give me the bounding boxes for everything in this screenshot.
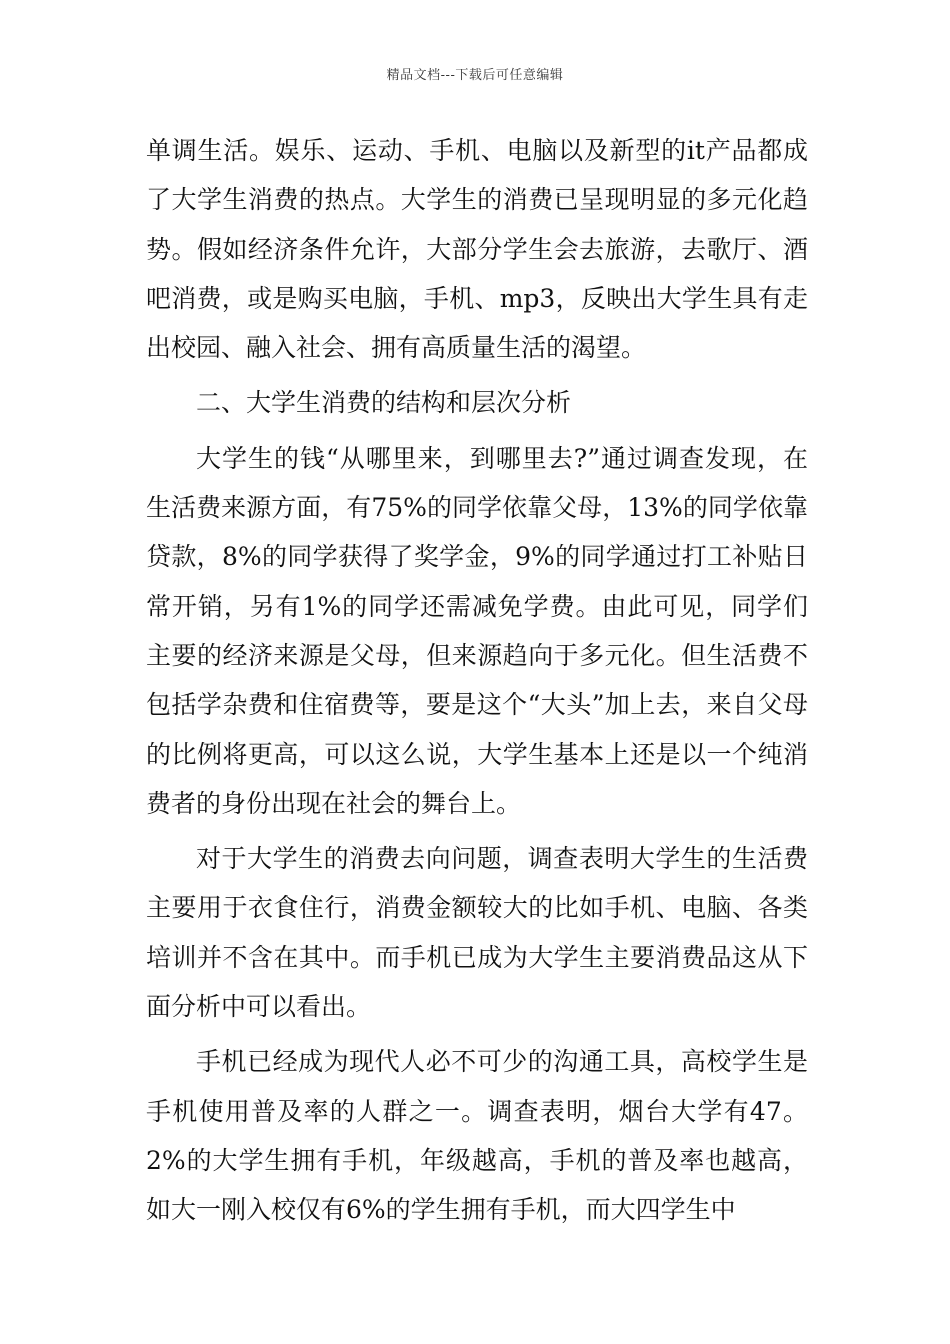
paragraph-2: 大学生的钱“从哪里来，到哪里去?”通过调查发现，在生活费来源方面，有75%的同学依靠父母，13%的同学依靠贷款，8%的同学获得了奖学金，9%的同学通过打工补贴日常开销，另有1%的同学还需减免学费。由此可见，同学们主要的经济来源是父母，但来源趋向于多元化。但生活费不包括学杂费和住宿费等，要是这个“大头”加上去，来自父母的比例将更高，可以这么说，大学生基本上还是以一个纯消费者的身份出现在社会的舞台上。 bbox=[146, 443, 808, 818]
paragraph-4: 手机已经成为现代人必不可少的沟通工具，高校学生是手机使用普及率的人群之一。调查表明，烟台大学有47。2%的大学生拥有手机，年级越高，手机的普及率也越高，如大一刚入校仅有6%的学生拥有手机，而大四学生中 bbox=[146, 1047, 808, 1225]
paragraph-3: 对于大学生的消费去向问题，调查表明大学生的生活费主要用于衣食住行，消费金额较大的比如手机、电脑、各类培训并不含在其中。而手机已成为大学生主要消费品这从下面分析中可以看出。 bbox=[146, 844, 808, 1022]
document-body bbox=[146, 126, 808, 1235]
section-heading: 二、大学生消费的结构和层次分析 bbox=[196, 388, 572, 418]
paragraph-1: 单调生活。娱乐、运动、手机、电脑以及新型的it产品都成了大学生消费的热点。大学生的消费已呈现明显的多元化趋势。假如经济条件允许，大部分学生会去旅游，去歌厅、酒吧消费，或是购买电脑，手机、mp3，反映出大学生具有走出校园、融入社会、拥有高质量生活的渴望。 bbox=[146, 136, 808, 363]
page-header: 精品文档---下载后可任意编辑 bbox=[386, 68, 564, 83]
